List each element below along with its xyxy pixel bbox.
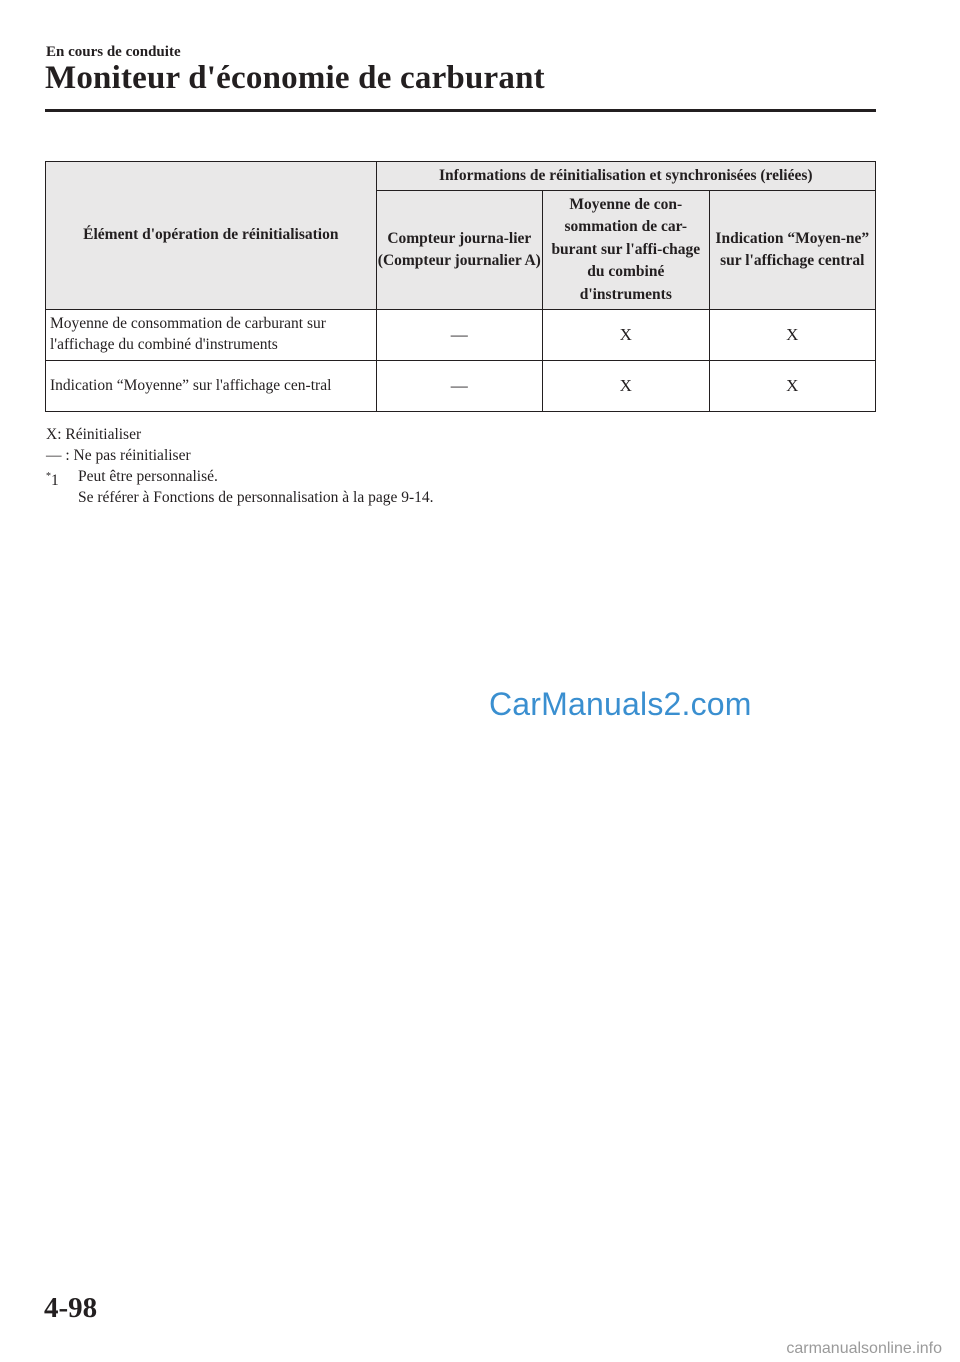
reset-info-table: [45, 161, 876, 412]
table-cell: X: [709, 361, 875, 412]
table-cell: X: [543, 310, 710, 361]
footer-watermark: carmanualsonline.info: [786, 1340, 942, 1357]
watermark: CarManuals2.com: [489, 686, 752, 722]
table-cell: —: [376, 310, 542, 361]
table-row: [46, 310, 876, 361]
footnote-text: [78, 466, 434, 508]
header-group: Informations de réinitialisation et synchronisées (reliées): [376, 162, 875, 191]
table-cell: —: [376, 361, 542, 412]
footnote-asterisk: *: [46, 471, 51, 482]
row-label: Indication “Moyenne” sur l'affichage cen-tral: [46, 361, 377, 412]
row-label: Moyenne de consommation de carburant sur l'affichage du combiné d'instruments: [46, 310, 377, 361]
table-cell: X: [709, 310, 875, 361]
footnote-line-2: Se référer à Fonctions de personnalisation à la page 9-14.: [78, 489, 434, 506]
subheader-avg-central: Indication “Moyen-ne” sur l'affichage central: [709, 191, 875, 310]
page-title: Moniteur d'économie de carburant: [45, 60, 545, 96]
title-rule: [45, 109, 876, 112]
footnote-number: 1: [51, 472, 59, 490]
subheader-trip-meter: Compteur journa-lier (Compteur journalier A): [376, 191, 542, 310]
footnote-marker: [46, 466, 78, 508]
section-label: En cours de conduite: [46, 44, 181, 60]
table-row: [46, 361, 876, 412]
legend-no-reset: — : Ne pas réinitialiser: [46, 447, 191, 464]
footnote-line-1: Peut être personnalisé.: [78, 468, 218, 485]
subheader-avg-cluster: Moyenne de con-sommation de car-burant sur l'affi-chage du combiné d'instruments: [543, 191, 710, 310]
footnote: [46, 466, 434, 508]
page-number: 4-98: [44, 1292, 98, 1324]
table-cell: X: [543, 361, 710, 412]
table-header-row: [46, 162, 876, 191]
legend-reset: X: Réinitialiser: [46, 426, 142, 443]
table-notes: [46, 424, 434, 508]
header-element: Élément d'opération de réinitialisation: [46, 162, 377, 310]
